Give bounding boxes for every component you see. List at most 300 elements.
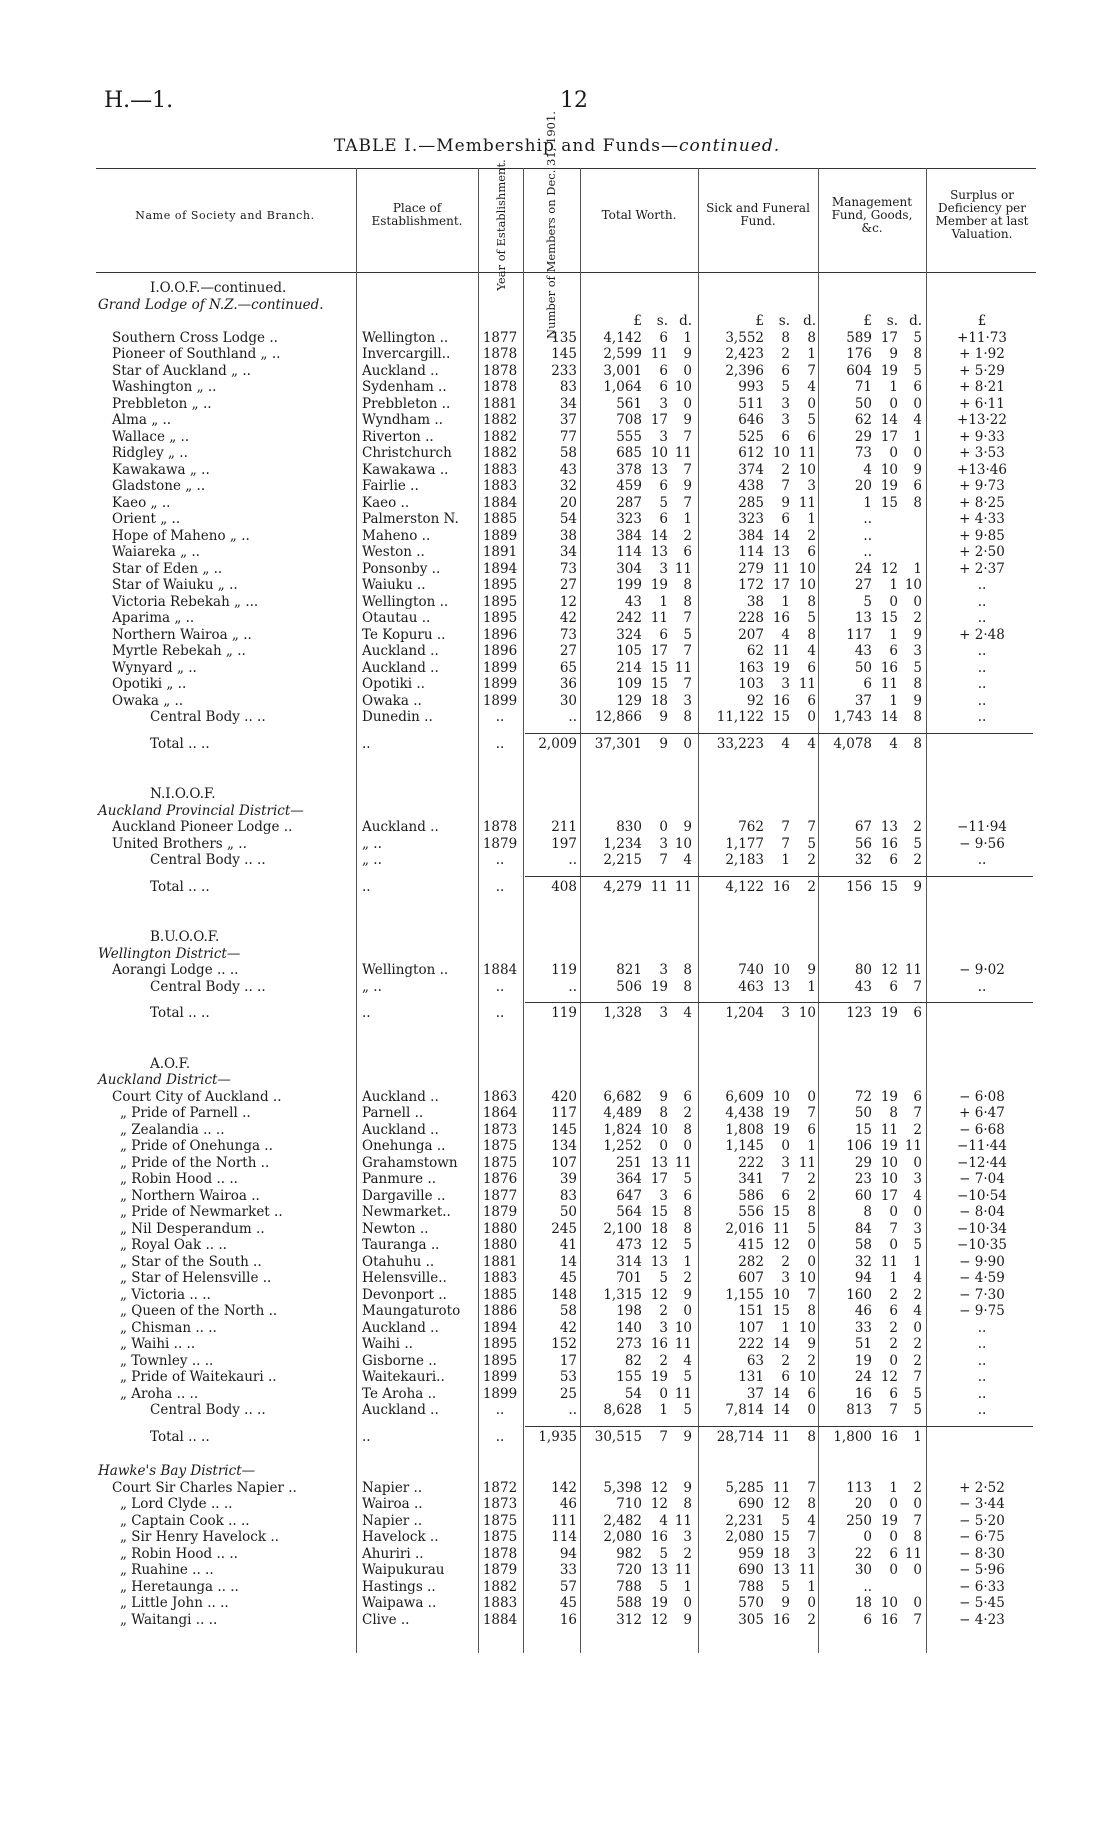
worth-pence: 9: [683, 346, 692, 362]
year-established: 1886: [482, 1303, 518, 1319]
worth-pence: 10: [674, 379, 692, 395]
total-row: [0, 1005, 1114, 1021]
management-fund-shillings: 1: [889, 577, 898, 593]
management-fund-pence: 0: [913, 1595, 922, 1611]
worth-pounds: 114: [616, 544, 642, 560]
management-fund-pence: 5: [913, 329, 922, 346]
sick-fund-pence: 4: [807, 379, 816, 395]
sick-fund-shillings: 6: [781, 1369, 790, 1385]
surplus-per-member: − 5·45: [959, 1595, 1005, 1611]
sick-fund-pence: 8: [807, 1428, 816, 1445]
worth-shillings: 17: [650, 1171, 668, 1187]
sick-fund-shillings: 12: [772, 1496, 790, 1512]
sick-fund-pounds: 131: [738, 1369, 764, 1385]
sick-fund-pence: 2: [807, 852, 816, 868]
sick-fund-pounds: 2,016: [725, 1220, 764, 1237]
worth-pence: 9: [683, 478, 692, 494]
worth-pence: 7: [683, 610, 692, 626]
worth-shillings: 6: [659, 511, 668, 527]
sick-fund-pence: 5: [807, 412, 816, 428]
sick-fund-pence: 2: [807, 1352, 816, 1369]
branch-name: Orient „ ..: [112, 511, 181, 527]
year-established: 1876: [482, 1171, 518, 1187]
worth-pence: 2: [683, 1545, 692, 1562]
sick-fund-shillings: 19: [772, 1121, 790, 1138]
worth-pounds: 2,599: [603, 346, 642, 362]
subtotal-rule: [525, 1426, 1033, 1427]
branch-name: „ Aroha .. ..: [120, 1385, 199, 1402]
management-fund-shillings: 19: [880, 1005, 898, 1021]
management-fund-pounds: 73: [854, 445, 872, 461]
management-fund-pence: 8: [913, 735, 922, 752]
subtotal-rule: [525, 1002, 1033, 1003]
sick-fund-pounds: 37: [746, 1385, 764, 1402]
management-fund-pounds: 22: [854, 1545, 872, 1562]
table-row: [0, 1386, 1114, 1402]
surplus-per-member: + 2·37: [959, 560, 1005, 577]
member-count: 211: [551, 819, 577, 835]
place-of-establishment: Waitekauri..: [362, 1369, 445, 1385]
society-name: N.I.O.O.F.: [150, 786, 216, 802]
worth-pounds: 588: [616, 1595, 642, 1611]
worth-pounds: 384: [616, 527, 642, 544]
table-row: [0, 1513, 1114, 1529]
management-fund-shillings: 17: [880, 428, 898, 445]
worth-pounds: 12,866: [594, 709, 642, 725]
management-fund-pence: 7: [913, 1105, 922, 1121]
worth-shillings: 11: [650, 346, 668, 362]
worth-pence: 10: [674, 835, 692, 852]
branch-name: Total .. ..: [150, 1428, 210, 1445]
management-fund-pence: 11: [904, 1545, 922, 1562]
worth-shillings: s.: [656, 313, 668, 329]
sick-fund-pounds: 959: [738, 1545, 764, 1562]
table-row: [0, 1480, 1114, 1496]
branch-name: „ Robin Hood .. ..: [120, 1171, 238, 1187]
surplus-per-member: +11·73: [957, 329, 1007, 346]
sick-fund-shillings: 16: [772, 1611, 790, 1628]
sick-fund-pence: 2: [807, 1611, 816, 1628]
sick-fund-pounds: 511: [738, 395, 764, 412]
sick-fund-shillings: 1: [781, 852, 790, 868]
place-of-establishment: Wellington ..: [362, 593, 449, 610]
worth-shillings: 18: [650, 1220, 668, 1237]
district-name: Wellington District—: [98, 945, 241, 962]
sick-fund-pounds: £: [755, 313, 764, 329]
year-established: 1895: [482, 610, 518, 626]
worth-shillings: 5: [659, 494, 668, 511]
surplus-per-member: − 6·68: [959, 1121, 1005, 1138]
sick-fund-shillings: 11: [772, 1220, 790, 1237]
place-of-establishment: Maheno ..: [362, 527, 431, 544]
sick-fund-shillings: 19: [772, 1105, 790, 1121]
sick-fund-shillings: 13: [772, 544, 790, 560]
table-row: [0, 561, 1114, 577]
sick-fund-pounds: 570: [738, 1595, 764, 1611]
management-fund-pounds: 6: [863, 1611, 872, 1628]
place-of-establishment: Waihi ..: [362, 1336, 413, 1352]
management-fund-shillings: 1: [889, 379, 898, 395]
worth-pounds: 788: [616, 1578, 642, 1595]
management-fund-pence: 0: [913, 1154, 922, 1171]
worth-pence: 7: [683, 428, 692, 445]
surplus-per-member: ..: [977, 1319, 987, 1336]
member-count: 25: [559, 1385, 577, 1402]
management-fund-pounds: 94: [854, 1270, 872, 1286]
sick-fund-pounds: 374: [738, 461, 764, 478]
sick-fund-shillings: 12: [772, 1237, 790, 1253]
year-established: ..: [495, 1005, 505, 1021]
branch-name: „ Pride of Parnell ..: [120, 1105, 251, 1121]
sick-fund-pence: 11: [798, 676, 816, 692]
worth-shillings: 18: [650, 692, 668, 709]
sick-fund-pounds: 525: [738, 428, 764, 445]
year-established: 1872: [482, 1479, 518, 1496]
surplus-per-member: ..: [977, 852, 987, 868]
worth-shillings: 12: [650, 1286, 668, 1303]
surplus-per-member: + 2·50: [959, 544, 1005, 560]
branch-name: United Brothers „ ..: [112, 835, 247, 852]
sick-fund-shillings: 3: [781, 412, 790, 428]
year-established: 1896: [482, 643, 518, 659]
branch-name: Victoria Rebekah „ ...: [112, 593, 259, 610]
sick-fund-pence: 9: [807, 1336, 816, 1352]
branch-name: Court City of Auckland ..: [112, 1088, 282, 1105]
branch-name: Alma „ ..: [112, 412, 172, 428]
sick-fund-pence: 6: [807, 428, 816, 445]
sick-fund-pounds: 285: [738, 494, 764, 511]
year-established: 1899: [482, 659, 518, 676]
worth-pence: 6: [683, 544, 692, 560]
sick-fund-pence: 7: [807, 819, 816, 835]
surplus-per-member: − 7·30: [959, 1286, 1005, 1303]
sick-fund-pence: 2: [807, 878, 816, 895]
worth-pounds: £: [633, 313, 642, 329]
worth-pence: 1: [683, 511, 692, 527]
year-established: 1884: [482, 1611, 518, 1628]
year-established: 1878: [482, 1545, 518, 1562]
sick-fund-pounds: 11,122: [716, 709, 764, 725]
sick-fund-shillings: 5: [781, 379, 790, 395]
member-count: 27: [559, 577, 577, 593]
table-row: [0, 1237, 1114, 1253]
year-established: ..: [495, 1402, 505, 1418]
table-row: [0, 1270, 1114, 1286]
management-fund-pounds: 37: [854, 692, 872, 709]
management-fund-pounds: 16: [854, 1385, 872, 1402]
worth-pounds: 4,489: [603, 1105, 642, 1121]
sick-fund-pence: 0: [807, 1237, 816, 1253]
management-fund-pounds: 50: [854, 395, 872, 412]
management-fund-pounds: 32: [854, 852, 872, 868]
worth-pence: 4: [683, 852, 692, 868]
worth-shillings: 3: [659, 835, 668, 852]
surplus-per-member: − 9·02: [959, 962, 1005, 978]
management-fund-shillings: 4: [889, 735, 898, 752]
management-fund-pounds: 46: [854, 1303, 872, 1319]
sick-fund-pounds: 151: [738, 1303, 764, 1319]
member-count: 57: [559, 1578, 577, 1595]
management-fund-shillings: 16: [880, 835, 898, 852]
year-established: 1895: [482, 1336, 518, 1352]
place-of-establishment: Panmure ..: [362, 1171, 437, 1187]
worth-pounds: 8,628: [603, 1402, 642, 1418]
management-fund-shillings: 1: [889, 626, 898, 643]
management-fund-pounds: £: [863, 313, 872, 329]
table-row: [0, 363, 1114, 379]
sick-fund-shillings: 13: [772, 978, 790, 995]
management-fund-pounds: 72: [854, 1088, 872, 1105]
table-row: [0, 1402, 1114, 1418]
member-count: 114: [551, 1529, 577, 1545]
table-row: [0, 511, 1114, 527]
worth-pounds: 982: [616, 1545, 642, 1562]
management-fund-pence: 6: [913, 478, 922, 494]
sick-fund-pounds: 28,714: [716, 1428, 764, 1445]
sick-fund-pounds: 341: [738, 1171, 764, 1187]
year-established: 1884: [482, 494, 518, 511]
sick-fund-pence: 10: [798, 1005, 816, 1021]
year-established: 1894: [482, 1319, 518, 1336]
management-fund-pence: 2: [913, 1286, 922, 1303]
worth-pounds: 821: [616, 962, 642, 978]
worth-pence: 7: [683, 494, 692, 511]
branch-name: „ Star of Helensville ..: [120, 1270, 272, 1286]
member-count: ..: [568, 978, 577, 995]
management-fund-shillings: s.: [886, 313, 898, 329]
sick-fund-pounds: 788: [738, 1578, 764, 1595]
table-row: [0, 1089, 1114, 1105]
member-count: 12: [559, 593, 577, 610]
surplus-per-member: ..: [977, 643, 987, 659]
worth-pence: 9: [683, 412, 692, 428]
place-of-establishment: Dunedin ..: [362, 709, 433, 725]
worth-shillings: 12: [650, 1611, 668, 1628]
management-fund-pounds: ..: [863, 544, 872, 560]
surplus-per-member: ..: [977, 610, 987, 626]
sick-fund-pence: 3: [807, 1545, 816, 1562]
sick-fund-pence: 8: [807, 1496, 816, 1512]
worth-pence: 8: [683, 709, 692, 725]
member-count: 58: [559, 445, 577, 461]
worth-pence: 8: [683, 1220, 692, 1237]
table-row: [0, 1579, 1114, 1595]
place-of-establishment: Auckland ..: [362, 643, 439, 659]
surplus-per-member: −11·44: [957, 1138, 1007, 1154]
surplus-per-member: ..: [977, 1352, 987, 1369]
management-fund-pence: 5: [913, 1385, 922, 1402]
table-row: [0, 1105, 1114, 1121]
surplus-per-member: − 6·75: [959, 1529, 1005, 1545]
sick-fund-shillings: 10: [772, 1088, 790, 1105]
worth-pounds: 364: [616, 1171, 642, 1187]
branch-name: Central Body .. ..: [150, 978, 266, 995]
surplus-per-member: ..: [977, 709, 987, 725]
surplus-per-member: −11·94: [957, 819, 1007, 835]
sick-fund-shillings: 2: [781, 1253, 790, 1270]
branch-name: „ Zealandia .. ..: [120, 1121, 225, 1138]
management-fund-pounds: 19: [854, 1352, 872, 1369]
management-fund-pence: 9: [913, 878, 922, 895]
surplus-per-member: + 2·52: [959, 1479, 1005, 1496]
sick-fund-pence: 11: [798, 445, 816, 461]
sick-fund-shillings: 9: [781, 1595, 790, 1611]
branch-name: „ Waitangi .. ..: [120, 1611, 218, 1628]
worth-shillings: 5: [659, 1270, 668, 1286]
table-row: [0, 819, 1114, 835]
management-fund-pence: 9: [913, 626, 922, 643]
member-count: 1,935: [538, 1428, 577, 1445]
table-row: [0, 445, 1114, 461]
sick-fund-pounds: 762: [738, 819, 764, 835]
worth-pounds: 323: [616, 511, 642, 527]
sick-fund-pounds: 556: [738, 1204, 764, 1220]
surplus-per-member: − 8·30: [959, 1545, 1005, 1562]
management-fund-pounds: 15: [854, 1121, 872, 1138]
year-established: 1899: [482, 1385, 518, 1402]
management-fund-pounds: 13: [854, 610, 872, 626]
management-fund-pence: 4: [913, 1270, 922, 1286]
year-established: 1891: [482, 544, 518, 560]
branch-name: Star of Eden „ ..: [112, 560, 223, 577]
worth-shillings: 0: [659, 819, 668, 835]
sick-fund-shillings: 2: [781, 1352, 790, 1369]
society-heading: [0, 1056, 1114, 1072]
sick-fund-pence: 7: [807, 1529, 816, 1545]
place-of-establishment: Auckland ..: [362, 659, 439, 676]
place-of-establishment: Waipukurau: [362, 1562, 445, 1578]
branch-name: Wallace „ ..: [112, 428, 190, 445]
sick-fund-pounds: 2,396: [725, 362, 764, 379]
worth-pence: 2: [683, 1105, 692, 1121]
table-row: [0, 836, 1114, 852]
worth-pounds: 473: [616, 1237, 642, 1253]
worth-pounds: 1,252: [603, 1138, 642, 1154]
management-fund-pence: 2: [913, 610, 922, 626]
district-heading: [0, 1463, 1114, 1479]
management-fund-pounds: 62: [854, 412, 872, 428]
place-of-establishment: Weston ..: [362, 544, 425, 560]
worth-shillings: 17: [650, 412, 668, 428]
management-fund-shillings: 0: [889, 1529, 898, 1545]
worth-pounds: 561: [616, 395, 642, 412]
member-count: ..: [568, 1402, 577, 1418]
worth-shillings: 13: [650, 544, 668, 560]
management-fund-shillings: 0: [889, 395, 898, 412]
sick-fund-pounds: 63: [746, 1352, 764, 1369]
sick-fund-pounds: 282: [738, 1253, 764, 1270]
worth-pounds: 199: [616, 577, 642, 593]
management-fund-pence: 5: [913, 1402, 922, 1418]
management-fund-pounds: 250: [846, 1512, 872, 1529]
place-of-establishment: Parnell ..: [362, 1105, 424, 1121]
sick-fund-pounds: 7,814: [725, 1402, 764, 1418]
worth-pence: 3: [683, 692, 692, 709]
sick-fund-pence: 0: [807, 709, 816, 725]
management-fund-pounds: 6: [863, 676, 872, 692]
surplus-per-member: ..: [977, 676, 987, 692]
year-established: 1875: [482, 1529, 518, 1545]
place-of-establishment: „ ..: [362, 978, 382, 995]
sick-fund-pence: 8: [807, 1303, 816, 1319]
sick-fund-shillings: 8: [781, 329, 790, 346]
society-heading: [0, 929, 1114, 945]
management-fund-shillings: 7: [889, 1402, 898, 1418]
col-header-year: Year of Establishment.: [494, 159, 508, 291]
year-established: 1882: [482, 428, 518, 445]
sick-fund-pounds: 222: [738, 1154, 764, 1171]
worth-pounds: 459: [616, 478, 642, 494]
management-fund-pounds: 56: [854, 835, 872, 852]
management-fund-shillings: 10: [880, 461, 898, 478]
worth-pounds: 1,328: [603, 1005, 642, 1021]
table-row: [0, 478, 1114, 494]
branch-name: Pioneer of Southland „ ..: [112, 346, 281, 362]
sick-fund-pence: 1: [807, 511, 816, 527]
col-header-place: Place of Establishment.: [371, 201, 463, 228]
worth-pence: 8: [683, 1496, 692, 1512]
place-of-establishment: Wellington ..: [362, 329, 449, 346]
management-fund-pence: 6: [913, 1005, 922, 1021]
management-fund-pence: 5: [913, 1237, 922, 1253]
sick-fund-pence: 10: [798, 1319, 816, 1336]
worth-shillings: 10: [650, 445, 668, 461]
worth-shillings: 3: [659, 962, 668, 978]
member-count: 245: [551, 1220, 577, 1237]
year-established: 1883: [482, 1595, 518, 1611]
worth-pence: 9: [683, 1286, 692, 1303]
table-row: [0, 1204, 1114, 1220]
management-fund-pence: 7: [913, 1512, 922, 1529]
management-fund-pounds: 32: [854, 1253, 872, 1270]
sick-fund-shillings: 7: [781, 819, 790, 835]
management-fund-pounds: 813: [846, 1402, 872, 1418]
worth-pounds: 1,315: [603, 1286, 642, 1303]
member-count: 50: [559, 1204, 577, 1220]
management-fund-pounds: 67: [854, 819, 872, 835]
branch-name: „ Queen of the North ..: [120, 1303, 278, 1319]
table-row: [0, 1369, 1114, 1385]
worth-shillings: 10: [650, 1121, 668, 1138]
management-fund-shillings: 16: [880, 659, 898, 676]
worth-pounds: 105: [616, 643, 642, 659]
management-fund-pence: 1: [913, 428, 922, 445]
sick-fund-pounds: 2,423: [725, 346, 764, 362]
member-count: 111: [551, 1512, 577, 1529]
surplus-per-member: − 9·90: [959, 1253, 1005, 1270]
sick-fund-pence: 1: [807, 1138, 816, 1154]
management-fund-shillings: 6: [889, 1303, 898, 1319]
worth-pence: 0: [683, 1595, 692, 1611]
branch-name: „ Nil Desperandum ..: [120, 1220, 265, 1237]
sick-fund-shillings: 14: [772, 527, 790, 544]
place-of-establishment: Te Aroha ..: [362, 1385, 437, 1402]
sick-fund-pence: 9: [807, 962, 816, 978]
management-fund-shillings: 11: [880, 1121, 898, 1138]
management-fund-pence: 2: [913, 1479, 922, 1496]
branch-name: „ Sir Henry Havelock ..: [120, 1529, 279, 1545]
management-fund-shillings: 14: [880, 412, 898, 428]
branch-name: „ Robin Hood .. ..: [120, 1545, 238, 1562]
worth-shillings: 1: [659, 593, 668, 610]
sick-fund-shillings: 10: [772, 1286, 790, 1303]
management-fund-pence: 5: [913, 362, 922, 379]
sick-fund-shillings: 10: [772, 445, 790, 461]
year-established: 1880: [482, 1220, 518, 1237]
surplus-per-member: +13·22: [957, 412, 1007, 428]
place-of-establishment: Dargaville ..: [362, 1187, 446, 1204]
year-established: 1883: [482, 461, 518, 478]
